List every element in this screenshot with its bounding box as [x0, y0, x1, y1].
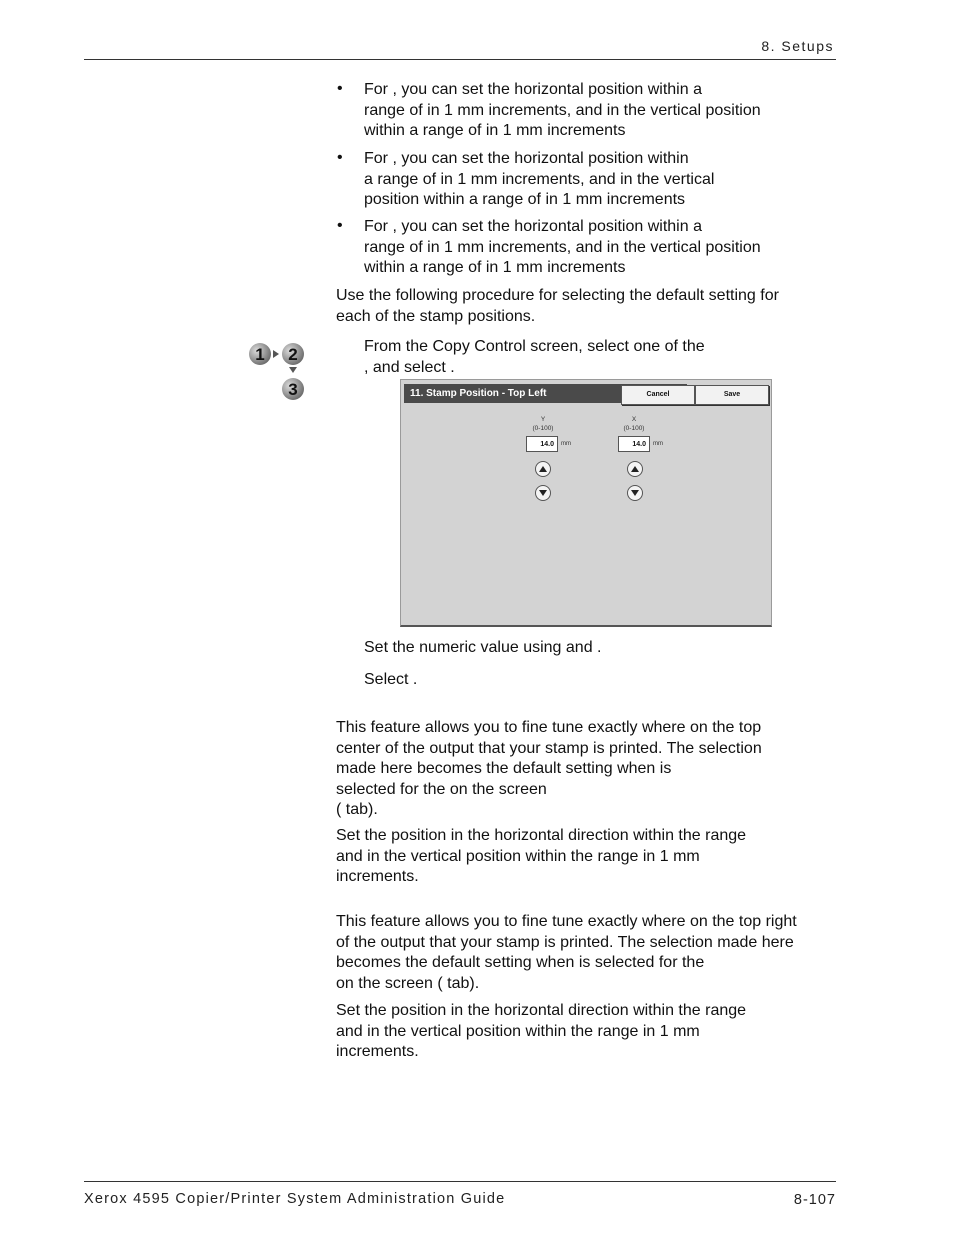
text-line: of the output that your stamp is printed. The selection made here: [336, 933, 794, 951]
top-center-description: [336, 718, 762, 821]
text-line: range of in 1 mm increments, and in the vertical position: [364, 101, 761, 119]
step-2-text: Set the numeric value using and .: [364, 639, 602, 656]
text-line: For , you can set the horizontal position within a: [364, 81, 702, 98]
text-line: increments.: [336, 868, 419, 885]
step-3-text: Select .: [364, 671, 418, 688]
text-line: ( tab).: [336, 801, 378, 818]
header-rule: [84, 59, 836, 60]
y-range-label: (0-100): [532, 425, 554, 432]
steps-icon: [248, 340, 308, 402]
text-line: For , you can set the horizontal position within a: [364, 218, 702, 235]
text-line: This feature allows you to fine tune exactly where on the top: [336, 719, 762, 736]
text-line: center of the output that your stamp is printed. The selection: [336, 739, 762, 757]
top-center-range: [336, 826, 746, 888]
svg-text:2: 2: [288, 345, 298, 364]
text-line: range of in 1 mm increments, and in the vertical position: [364, 238, 761, 256]
y-decrease-button[interactable]: [535, 485, 551, 501]
bullet-2: [364, 149, 714, 211]
stamp-position-screen: [400, 379, 772, 627]
footer-rule: [84, 1181, 836, 1182]
svg-text:1: 1: [255, 345, 265, 364]
y-label: Y: [540, 416, 546, 423]
text-line: position within a range of in 1 mm increments: [364, 191, 686, 208]
step-1-text: [364, 337, 705, 378]
bullet-marker: •: [337, 80, 343, 97]
procedure-intro: [336, 286, 779, 327]
bullet-marker: •: [337, 217, 343, 234]
x-unit-label: mm: [653, 441, 663, 447]
y-unit-label: mm: [561, 441, 571, 447]
x-decrease-button[interactable]: [627, 485, 643, 501]
text-line: and in the vertical position within the range in 1 mm: [336, 1022, 700, 1040]
footer-title: Xerox 4595 Copier/Printer System Administration Guide: [84, 1191, 506, 1207]
running-header: 8. Setups: [761, 38, 834, 54]
y-increase-button[interactable]: [535, 461, 551, 477]
bullet-1: [364, 80, 761, 142]
x-value-field[interactable]: 14.0: [618, 436, 650, 452]
top-right-description: [336, 912, 797, 994]
text-line: Set the position in the horizontal direction within the range: [336, 827, 747, 844]
text-line: , and select .: [364, 358, 455, 376]
bullet-marker: •: [337, 149, 343, 166]
arrow-down-icon: [631, 490, 639, 496]
bullet-3: [364, 217, 761, 279]
arrow-up-icon: [631, 466, 639, 472]
text-line: becomes the default setting when is selected for the: [336, 954, 705, 971]
svg-text:3: 3: [288, 380, 298, 399]
text-line: Use the following procedure for selecting the default setting for: [336, 287, 779, 304]
top-right-range: [336, 1001, 746, 1063]
text-line: and in the vertical position within the range in 1 mm: [336, 847, 700, 865]
y-value-field[interactable]: 14.0: [526, 436, 558, 452]
text-line: made here becomes the default setting when is: [336, 760, 672, 777]
screen-title: 11. Stamp Position - Top Left: [404, 384, 687, 403]
text-line: within a range of in 1 mm increments: [364, 259, 626, 276]
arrow-up-icon: [539, 466, 547, 472]
text-line: each of the stamp positions.: [336, 307, 536, 325]
text-line: Set the position in the horizontal direction within the range: [336, 1002, 747, 1019]
text-line: within a range of in 1 mm increments: [364, 122, 626, 139]
text-line: on the screen ( tab).: [336, 974, 480, 992]
text-line: From the Copy Control screen, select one of the: [364, 338, 705, 355]
x-label: X: [631, 416, 637, 423]
save-button[interactable]: Save: [695, 385, 769, 405]
x-increase-button[interactable]: [627, 461, 643, 477]
text-line: This feature allows you to fine tune exactly where on the top right: [336, 913, 797, 930]
text-line: increments.: [336, 1043, 419, 1060]
text-line: a range of in 1 mm increments, and in the vertical: [364, 170, 715, 188]
cancel-button[interactable]: Cancel: [621, 385, 695, 405]
x-range-label: (0-100): [623, 425, 645, 432]
text-line: For , you can set the horizontal position within: [364, 150, 689, 167]
page-number: 8-107: [793, 1192, 836, 1208]
text-line: selected for the on the screen: [336, 780, 547, 798]
arrow-down-icon: [539, 490, 547, 496]
